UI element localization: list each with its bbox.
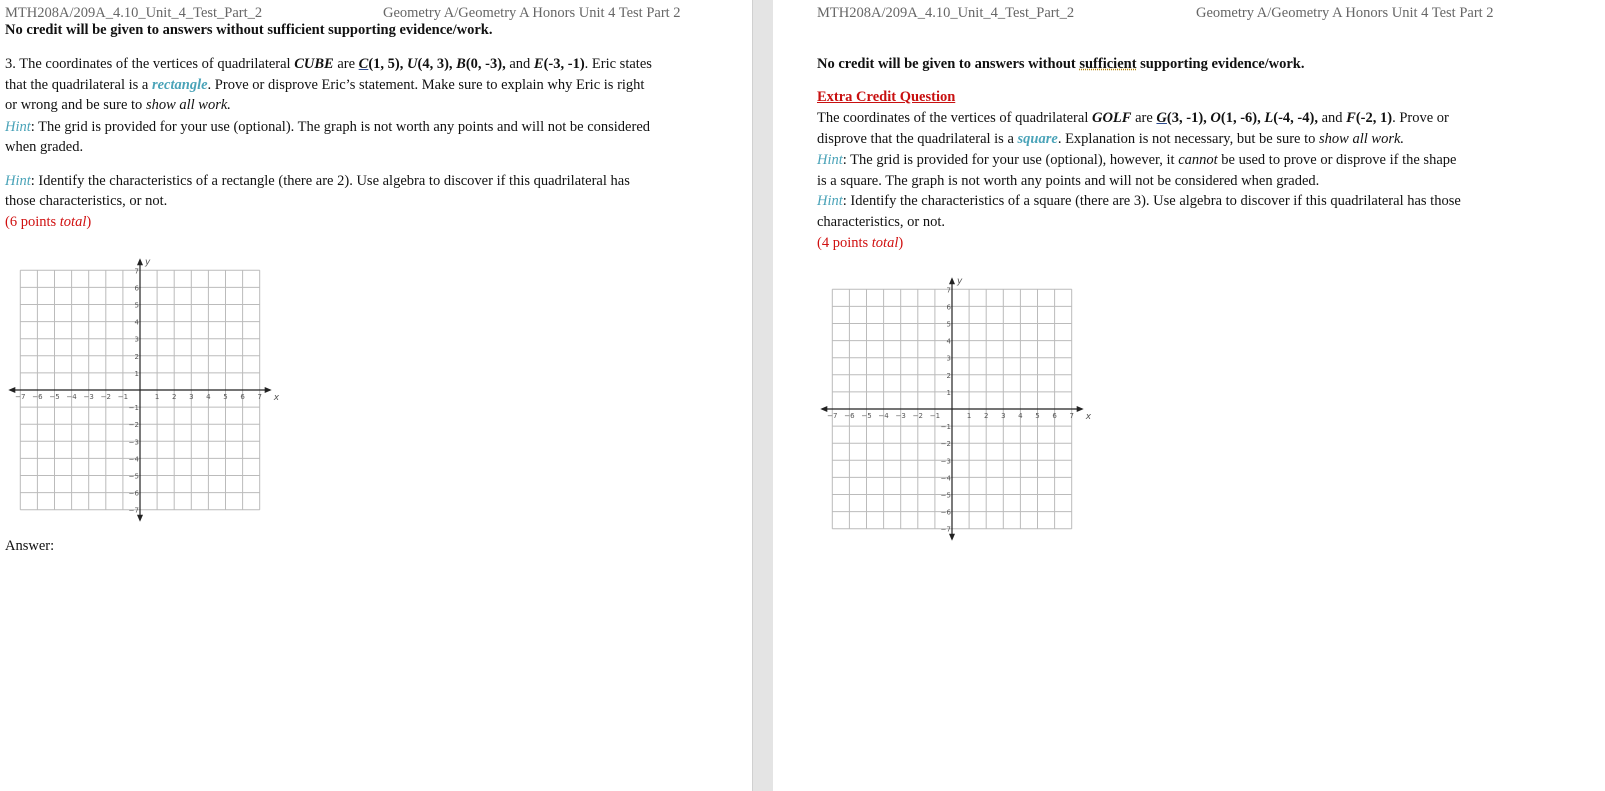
- text: U: [407, 56, 418, 72]
- y-tick-label: 5: [946, 320, 951, 329]
- y-tick-label: −1: [940, 423, 951, 432]
- y-tick-label: −4: [128, 455, 139, 464]
- x-tick-label: −2: [100, 393, 111, 401]
- x-tick-label: 4: [206, 393, 211, 401]
- text: 3. The coordinates of the vertices of quadrilateral: [5, 56, 295, 72]
- y-tick-label: −6: [128, 489, 139, 498]
- y-tick-label: −1: [128, 404, 139, 413]
- text: (1, 5),: [368, 56, 408, 72]
- q3-hint1: [5, 118, 650, 136]
- page-gap: [752, 0, 774, 791]
- text: (1, -6),: [1220, 110, 1265, 126]
- y-axis-label: y: [957, 276, 963, 287]
- y-tick-label: −7: [940, 525, 951, 534]
- text: (-2, 1): [1355, 110, 1393, 126]
- extra-points: [817, 234, 903, 252]
- text: G: [1156, 110, 1167, 126]
- x-tick-label: 3: [1001, 412, 1006, 420]
- header-right: Geometry A/Geometry A Honors Unit 4 Test Part 2: [383, 5, 681, 21]
- text: C: [358, 56, 369, 72]
- text: cannot: [1178, 152, 1218, 168]
- text: . Prove or: [1392, 110, 1449, 126]
- x-tick-label: −3: [83, 393, 94, 401]
- q3-points: [5, 213, 91, 231]
- text: disprove that the quadrilateral is a: [817, 131, 1018, 147]
- y-tick-label: 6: [946, 303, 951, 312]
- x-tick-label: 1: [966, 412, 972, 420]
- x-tick-label: 7: [1069, 412, 1074, 420]
- q3-hint1-cont: when graded.: [5, 139, 84, 155]
- text: (6 points: [5, 214, 60, 230]
- x-tick-label: 6: [1052, 412, 1057, 420]
- x-tick-label: −5: [861, 412, 872, 420]
- x-tick-label: −1: [117, 393, 129, 401]
- y-tick-label: 7: [946, 286, 951, 295]
- hint-label: Hint: [5, 119, 31, 135]
- y-tick-label: −2: [940, 440, 951, 449]
- x-tick-label: −6: [844, 412, 855, 420]
- y-tick-label: 6: [134, 284, 139, 293]
- x-tick-label: −4: [878, 412, 889, 420]
- x-tick-label: 5: [1035, 412, 1040, 420]
- x-tick-label: 4: [1018, 412, 1023, 420]
- text: or wrong and be sure to: [5, 97, 146, 113]
- text: CUBE: [294, 56, 334, 72]
- arrow-up-icon: [137, 258, 143, 265]
- extra-hint1-cont: is a square. The graph is not worth any points and will not be considered when graded.: [817, 173, 1320, 189]
- text: total: [871, 235, 899, 251]
- q3-hint2: [5, 172, 630, 190]
- x-tick-label: 7: [257, 393, 262, 401]
- text: supporting evidence/work.: [1136, 56, 1305, 72]
- text: (-3, -1): [543, 56, 585, 72]
- text: E: [533, 56, 544, 72]
- q3-line3: [5, 96, 231, 114]
- q3-hint2-cont: those characteristics, or not.: [5, 193, 168, 209]
- text: are: [1131, 110, 1157, 126]
- notice: [817, 55, 1305, 73]
- arrow-right-icon: [265, 387, 272, 393]
- q3-line2: [5, 76, 644, 94]
- text: : The grid is provided for your use (optional). The graph is not worth any points and will not be considered: [30, 119, 651, 135]
- text: (4 points: [817, 235, 872, 251]
- y-axis-label: y: [145, 257, 151, 268]
- extra-line2: [817, 130, 1404, 148]
- text: and: [1321, 110, 1347, 126]
- text: ): [86, 214, 92, 230]
- y-tick-label: 3: [134, 335, 139, 344]
- x-tick-label: −1: [929, 412, 941, 420]
- coordinate-grid: [0, 245, 280, 525]
- text: . Explanation is not necessary, but be sure to: [1057, 131, 1320, 147]
- text: total: [59, 214, 87, 230]
- page-left: [0, 0, 752, 791]
- header-right: Geometry A/Geometry A Honors Unit 4 Test Part 2: [1196, 5, 1494, 21]
- header-left: MTH208A/209A_4.10_Unit_4_Test_Part_2: [5, 5, 263, 21]
- text: show all work.: [1319, 131, 1405, 147]
- y-tick-label: 4: [946, 337, 951, 346]
- x-tick-label: −7: [15, 393, 26, 401]
- text: . Prove or disprove Eric’s statement. Make sure to explain why Eric is right: [207, 77, 645, 93]
- y-tick-label: 2: [134, 352, 139, 361]
- y-tick-label: 1: [946, 388, 951, 397]
- text: The coordinates of the vertices of quadrilateral: [817, 110, 1092, 126]
- text: : The grid is provided for your use (optional), however, it: [842, 152, 1179, 168]
- extra-credit-title: Extra Credit Question: [817, 89, 956, 105]
- y-tick-label: 3: [946, 354, 951, 363]
- q3-line1: [5, 55, 652, 73]
- x-tick-label: 5: [223, 393, 228, 401]
- text: (3, -1),: [1166, 110, 1211, 126]
- hint-label: Hint: [817, 152, 843, 168]
- extra-hint1: [817, 151, 1456, 169]
- header-left: MTH208A/209A_4.10_Unit_4_Test_Part_2: [817, 5, 1075, 21]
- arrow-up-icon: [949, 277, 955, 284]
- page-right: [773, 0, 1605, 791]
- text: : Identify the characteristics of a rectangle (there are 2). Use algebra to discover if this quadrilateral has: [30, 173, 630, 189]
- y-tick-label: 5: [134, 301, 139, 310]
- text: (-4, -4),: [1273, 110, 1322, 126]
- y-tick-label: −3: [128, 438, 139, 447]
- x-tick-label: 6: [240, 393, 245, 401]
- text: that the quadrilateral is a: [5, 77, 152, 93]
- y-tick-label: −7: [128, 506, 139, 515]
- arrow-down-icon: [949, 534, 955, 541]
- spelling-flag: sufficient: [1079, 56, 1137, 72]
- y-tick-label: −2: [128, 421, 139, 430]
- x-axis-label: x: [273, 393, 280, 403]
- text: rectangle: [151, 77, 208, 93]
- text: (0, -3),: [465, 56, 510, 72]
- x-tick-label: −6: [32, 393, 43, 401]
- x-tick-label: 2: [983, 412, 989, 420]
- extra-hint2-cont: characteristics, or not.: [817, 214, 946, 230]
- y-tick-label: −6: [940, 508, 951, 517]
- y-tick-label: −4: [940, 474, 951, 483]
- y-tick-label: 4: [134, 318, 139, 327]
- y-tick-label: −5: [128, 472, 139, 481]
- arrow-down-icon: [137, 515, 143, 522]
- arrow-right-icon: [1077, 406, 1084, 412]
- notice: No credit will be given to answers without sufficient supporting evidence/work.: [5, 22, 493, 38]
- text: (4, 3),: [417, 56, 457, 72]
- extra-line1: [817, 109, 1449, 127]
- x-tick-label: 3: [189, 393, 194, 401]
- text: L: [1264, 110, 1274, 126]
- text: be used to prove or disprove if the shape: [1217, 152, 1457, 168]
- x-axis-label: x: [1085, 412, 1092, 422]
- y-tick-label: −5: [940, 491, 951, 500]
- extra-hint2: [817, 192, 1461, 210]
- text: No credit will be given to answers without: [817, 56, 1080, 72]
- y-tick-label: 2: [946, 371, 951, 380]
- hint-label: Hint: [817, 193, 843, 209]
- x-tick-label: 1: [154, 393, 160, 401]
- text: . Eric states: [584, 56, 652, 72]
- x-tick-label: −3: [895, 412, 906, 420]
- text: ): [898, 235, 904, 251]
- x-tick-label: −2: [912, 412, 923, 420]
- text: : Identify the characteristics of a square (there are 3). Use algebra to discover if this quadrilateral has those: [842, 193, 1461, 209]
- x-tick-label: −4: [66, 393, 77, 401]
- hint-label: Hint: [5, 173, 31, 189]
- answer-label: Answer:: [5, 538, 55, 554]
- x-tick-label: −7: [827, 412, 838, 420]
- y-tick-label: 7: [134, 267, 139, 276]
- y-tick-label: −3: [940, 457, 951, 466]
- text: and: [509, 56, 534, 72]
- x-tick-label: −5: [49, 393, 60, 401]
- coordinate-grid: [812, 264, 1092, 544]
- text: square: [1017, 131, 1058, 147]
- text: O: [1210, 110, 1221, 126]
- text: are: [333, 56, 359, 72]
- text: F: [1346, 110, 1356, 126]
- x-tick-label: 2: [171, 393, 177, 401]
- text: GOLF: [1091, 110, 1132, 126]
- text: B: [456, 56, 466, 72]
- text: show all work.: [145, 97, 231, 113]
- y-tick-label: 1: [134, 369, 139, 378]
